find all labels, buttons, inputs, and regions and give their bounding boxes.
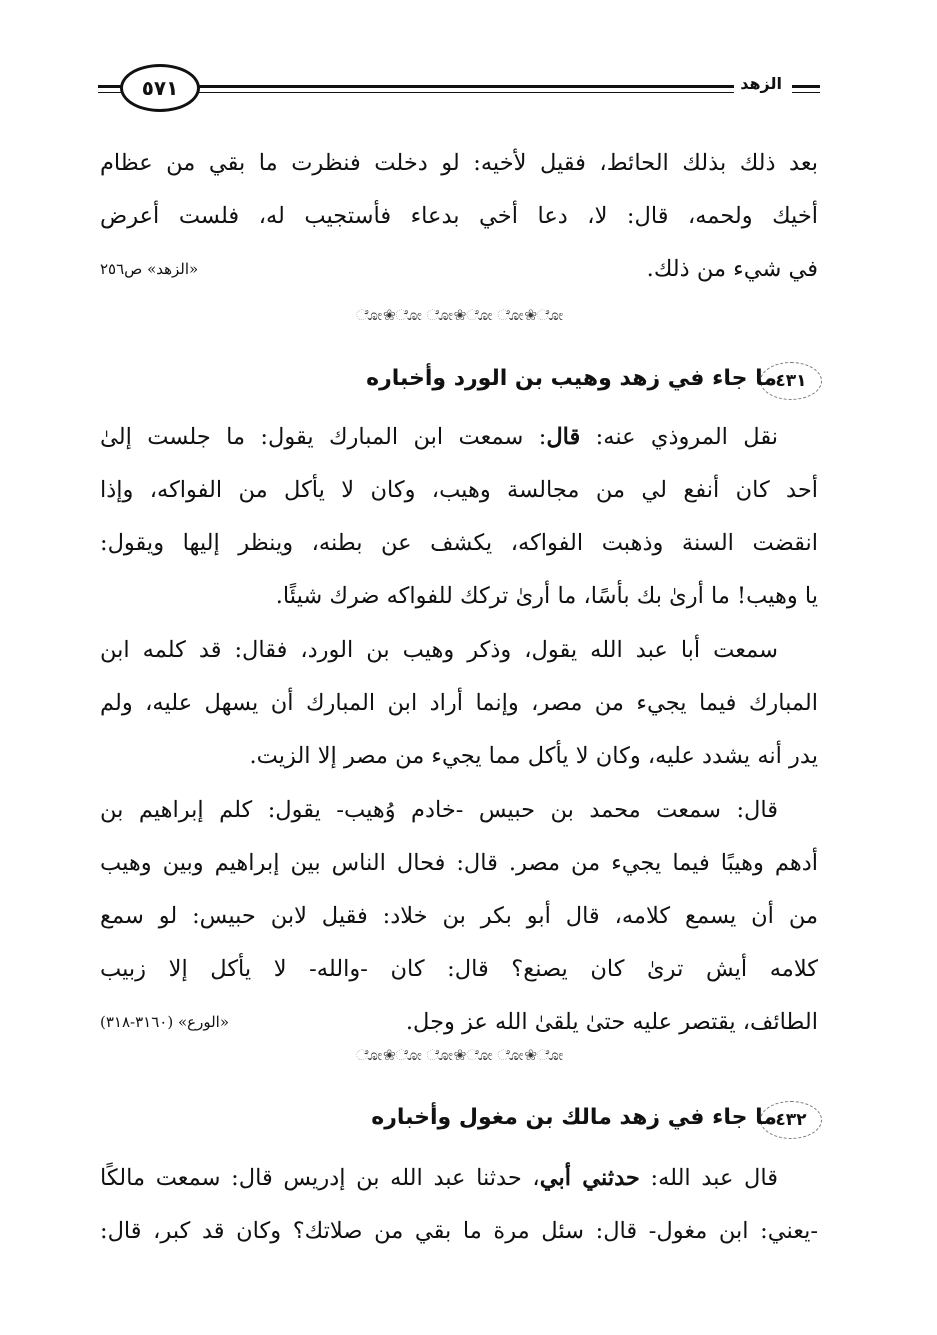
text-run: ، حدثنا عبد الله بن إدريس قال: سمعت مالكًا bbox=[100, 1165, 540, 1191]
text-line: بعد ذلك بذلك الحائط، فقيل لأخيه: لو دخلت فنظرت ما بقي من عظام bbox=[100, 150, 818, 176]
text-line: قال: سمعت محمد بن حبيس -خادم وُهيب- يقول: كلم إبراهيم بن bbox=[100, 797, 778, 823]
section-number-badge: ٤٣١ bbox=[760, 362, 822, 400]
header-rule bbox=[194, 85, 750, 88]
text-line bbox=[100, 1158, 818, 1200]
text-run: قال عبد الله: bbox=[639, 1165, 778, 1191]
header-rule bbox=[792, 85, 820, 88]
text-line: أخيك ولحمه، قال: لا، دعا أخي بدعاء فأستجيب له، فلست أعرض bbox=[100, 203, 818, 229]
header-rule bbox=[792, 92, 820, 93]
text-line: انقضت السنة وذهبت الفواكه، يكشف عن بطنه، وينظر إليها ويقول: bbox=[100, 530, 818, 556]
section-ornament: ೋ❀ೋ ೋ❀ೋ ೋ❀ೋ bbox=[355, 1046, 565, 1064]
header-rule bbox=[194, 92, 750, 93]
running-title: الزهد bbox=[734, 74, 788, 93]
section-heading: ما جاء في زهد مالك بن مغول وأخباره bbox=[371, 1105, 777, 1130]
text-line: أحد كان أنفع لي من مجالسة وهيب، وكان لا يأكل من الفواكه، وإذا bbox=[100, 477, 818, 503]
text-line bbox=[100, 417, 818, 459]
text-line: المبارك فيما يجيء من مصر، وإنما أراد ابن المبارك أن يسهل عليه، ولم bbox=[100, 690, 818, 716]
text-line: يا وهيب! ما أرىٰ بك بأسًا، ما أرىٰ تركك للفواكه ضرك شيئًا. bbox=[275, 583, 818, 609]
text-line: يدر أنه يشدد عليه، وكان لا يأكل مما يجيء من مصر إلا الزيت. bbox=[249, 743, 818, 769]
section-heading: ما جاء في زهد وهيب بن الورد وأخباره bbox=[366, 366, 777, 391]
text-line: من أن يسمع كلامه، قال أبو بكر بن خلاد: فقيل لابن حبيس: لو سمع bbox=[100, 903, 818, 929]
text-run: نقل المروذي عنه: bbox=[580, 424, 778, 450]
bold-text: حدثني أبي bbox=[539, 1165, 640, 1191]
text-line: -يعني: ابن مغول- قال: سئل مرة ما بقي من صلاتك؟ وكان قد كبر، قال: bbox=[100, 1218, 818, 1244]
text-line: الطائف، يقتصر عليه حتىٰ يلقىٰ الله عز وجل. bbox=[405, 1009, 818, 1035]
text-line: كلامه أيش ترىٰ كان يصنع؟ قال: كان -والله- لا يأكل إلا زبيب bbox=[100, 956, 818, 982]
section-number-badge: ٤٣٢ bbox=[760, 1101, 822, 1139]
section-ornament: ೋ❀ೋ ೋ❀ೋ ೋ❀ೋ bbox=[355, 306, 565, 324]
bold-text: قال bbox=[546, 424, 581, 450]
page-number: ٥٧١ bbox=[120, 64, 200, 112]
text-run: : سمعت ابن المبارك يقول: ما جلست إلىٰ bbox=[100, 424, 547, 450]
source-reference: «الورع» (٣١٦٠-٣١٨) bbox=[100, 1013, 229, 1031]
text-line: أدهم وهيبًا فيما يجيء من مصر. قال: فحال الناس بين إبراهيم وبين وهيب bbox=[100, 850, 818, 876]
source-reference: «الزهد» ص٢٥٦ bbox=[100, 260, 199, 278]
text-line: في شيء من ذلك. bbox=[646, 256, 818, 282]
page-header bbox=[98, 62, 820, 118]
text-line: سمعت أبا عبد الله يقول، وذكر وهيب بن الورد، فقال: قد كلمه ابن bbox=[100, 637, 778, 663]
